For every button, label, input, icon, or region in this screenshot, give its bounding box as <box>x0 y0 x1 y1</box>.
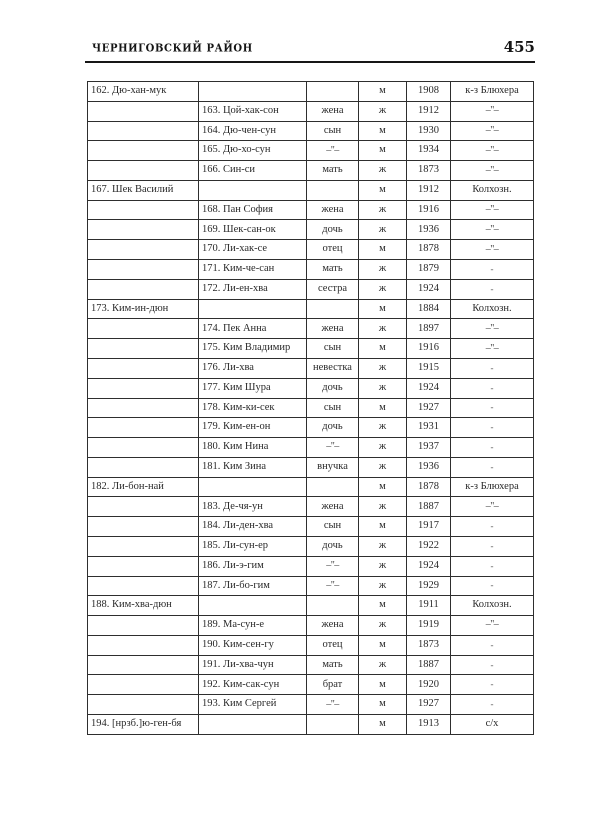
table-row <box>88 260 534 280</box>
member-name-cell <box>199 82 307 102</box>
year-cell: 1937 <box>407 438 451 458</box>
year-cell: 1936 <box>407 457 451 477</box>
sex-cell: ж <box>359 101 407 121</box>
member-name-cell: 180. Ким Нина <box>199 438 307 458</box>
member-name-cell: 165. Дю-хо-сун <box>199 141 307 161</box>
head-name-cell <box>88 240 199 260</box>
head-name-cell <box>88 339 199 359</box>
relation-cell <box>307 596 359 616</box>
table-row <box>88 576 534 596</box>
year-cell: 1915 <box>407 358 451 378</box>
relation-cell: невестка <box>307 358 359 378</box>
table-row <box>88 655 534 675</box>
sex-cell: ж <box>359 378 407 398</box>
occupation-cell: Колхозн. <box>451 180 534 200</box>
occupation-cell: к-з Блюхера <box>451 477 534 497</box>
relation-cell: сын <box>307 339 359 359</box>
page-header <box>85 40 535 55</box>
relation-cell: сын <box>307 121 359 141</box>
member-name-cell: 174. Пек Анна <box>199 319 307 339</box>
year-cell: 1912 <box>407 180 451 200</box>
member-name-cell: 179. Ким-ен-он <box>199 418 307 438</box>
table-row <box>88 457 534 477</box>
relation-cell: дочь <box>307 418 359 438</box>
table-row <box>88 438 534 458</box>
head-name-cell <box>88 378 199 398</box>
sex-cell: ж <box>359 358 407 378</box>
year-cell: 1920 <box>407 675 451 695</box>
table-row <box>88 418 534 438</box>
relation-cell: жена <box>307 319 359 339</box>
head-name-cell <box>88 695 199 715</box>
relation-cell: сестра <box>307 279 359 299</box>
relation-cell: брат <box>307 675 359 695</box>
member-name-cell: 170. Ли-хак-се <box>199 240 307 260</box>
member-name-cell: 185. Ли-сун-ер <box>199 536 307 556</box>
year-cell: 1919 <box>407 616 451 636</box>
table-row <box>88 339 534 359</box>
member-name-cell: 172. Ли-ен-хва <box>199 279 307 299</box>
member-name-cell: 175. Ким Владимир <box>199 339 307 359</box>
head-name-cell <box>88 398 199 418</box>
head-name-cell: 167. Шек Василий <box>88 180 199 200</box>
occupation-cell: - <box>451 695 534 715</box>
sex-cell: ж <box>359 438 407 458</box>
year-cell: 1927 <box>407 398 451 418</box>
sex-cell: ж <box>359 161 407 181</box>
member-name-cell: 169. Шек-сан-ок <box>199 220 307 240</box>
head-name-cell: 182. Ли-бон-най <box>88 477 199 497</box>
member-name-cell: 166. Син-си <box>199 161 307 181</box>
relation-cell: сын <box>307 398 359 418</box>
occupation-cell: - <box>451 358 534 378</box>
occupation-cell: –"– <box>451 200 534 220</box>
relation-cell: внучка <box>307 457 359 477</box>
table-row <box>88 497 534 517</box>
head-name-cell: 173. Ким-ин-дюн <box>88 299 199 319</box>
table-row <box>88 556 534 576</box>
table-row <box>88 398 534 418</box>
occupation-cell: –"– <box>451 141 534 161</box>
sex-cell: ж <box>359 220 407 240</box>
occupation-cell: с/х <box>451 715 534 735</box>
table-row <box>88 82 534 102</box>
relation-cell: мать <box>307 655 359 675</box>
head-name-cell: 194. [нрзб.]ю-ген-бя <box>88 715 199 735</box>
occupation-cell: - <box>451 438 534 458</box>
table-row <box>88 279 534 299</box>
sex-cell: ж <box>359 536 407 556</box>
year-cell: 1916 <box>407 200 451 220</box>
head-name-cell <box>88 319 199 339</box>
relation-cell: отец <box>307 635 359 655</box>
table-row <box>88 517 534 537</box>
member-name-cell: 183. Де-чя-ун <box>199 497 307 517</box>
sex-cell: м <box>359 596 407 616</box>
head-name-cell <box>88 279 199 299</box>
sex-cell: ж <box>359 279 407 299</box>
year-cell: 1917 <box>407 517 451 537</box>
table-row <box>88 358 534 378</box>
year-cell: 1924 <box>407 556 451 576</box>
relation-cell <box>307 715 359 735</box>
year-cell: 1924 <box>407 279 451 299</box>
occupation-cell: –"– <box>451 240 534 260</box>
sex-cell: ж <box>359 556 407 576</box>
head-name-cell <box>88 616 199 636</box>
year-cell: 1936 <box>407 220 451 240</box>
head-name-cell <box>88 101 199 121</box>
sex-cell: м <box>359 299 407 319</box>
table-row <box>88 675 534 695</box>
year-cell: 1927 <box>407 695 451 715</box>
occupation-cell: - <box>451 457 534 477</box>
occupation-cell: –"– <box>451 319 534 339</box>
sex-cell: м <box>359 635 407 655</box>
year-cell: 1878 <box>407 240 451 260</box>
head-name-cell <box>88 497 199 517</box>
member-name-cell: 193. Ким Сергей <box>199 695 307 715</box>
member-name-cell <box>199 477 307 497</box>
relation-cell: –"– <box>307 141 359 161</box>
year-cell: 1930 <box>407 121 451 141</box>
occupation-cell: –"– <box>451 339 534 359</box>
year-cell: 1879 <box>407 260 451 280</box>
year-cell: 1873 <box>407 161 451 181</box>
member-name-cell: 176. Ли-хва <box>199 358 307 378</box>
occupation-cell: Колхозн. <box>451 299 534 319</box>
sex-cell: ж <box>359 418 407 438</box>
occupation-cell: - <box>451 260 534 280</box>
year-cell: 1873 <box>407 635 451 655</box>
sex-cell: ж <box>359 319 407 339</box>
year-cell: 1878 <box>407 477 451 497</box>
occupation-cell: - <box>451 378 534 398</box>
head-name-cell <box>88 576 199 596</box>
member-name-cell: 190. Ким-сен-гу <box>199 635 307 655</box>
occupation-cell: к-з Блюхера <box>451 82 534 102</box>
sex-cell: м <box>359 240 407 260</box>
relation-cell <box>307 180 359 200</box>
sex-cell: ж <box>359 576 407 596</box>
occupation-cell: - <box>451 576 534 596</box>
sex-cell: м <box>359 715 407 735</box>
sex-cell: м <box>359 398 407 418</box>
relation-cell: дочь <box>307 378 359 398</box>
year-cell: 1908 <box>407 82 451 102</box>
table-row <box>88 477 534 497</box>
relation-cell: жена <box>307 200 359 220</box>
year-cell: 1887 <box>407 655 451 675</box>
head-name-cell <box>88 675 199 695</box>
member-name-cell: 163. Цой-хак-сон <box>199 101 307 121</box>
table-row <box>88 161 534 181</box>
occupation-cell: - <box>451 635 534 655</box>
sex-cell: ж <box>359 457 407 477</box>
head-name-cell <box>88 457 199 477</box>
occupation-cell: - <box>451 675 534 695</box>
relation-cell: жена <box>307 101 359 121</box>
running-header-title: ЧЕРНИГОВСКИЙ РАЙОН <box>92 42 253 55</box>
table-row <box>88 596 534 616</box>
sex-cell: ж <box>359 655 407 675</box>
occupation-cell: - <box>451 418 534 438</box>
member-name-cell <box>199 299 307 319</box>
page-number: 455 <box>503 38 535 56</box>
head-name-cell <box>88 418 199 438</box>
occupation-cell: - <box>451 398 534 418</box>
head-name-cell <box>88 161 199 181</box>
head-name-cell <box>88 200 199 220</box>
header-rule-divider <box>85 61 535 63</box>
table-row <box>88 616 534 636</box>
year-cell: 1931 <box>407 418 451 438</box>
relation-cell: мать <box>307 161 359 181</box>
head-name-cell <box>88 655 199 675</box>
table-row <box>88 299 534 319</box>
year-cell: 1913 <box>407 715 451 735</box>
year-cell: 1912 <box>407 101 451 121</box>
member-name-cell: 168. Пан София <box>199 200 307 220</box>
sex-cell: ж <box>359 616 407 636</box>
sex-cell: м <box>359 695 407 715</box>
year-cell: 1887 <box>407 497 451 517</box>
sex-cell: м <box>359 180 407 200</box>
relation-cell: жена <box>307 497 359 517</box>
head-name-cell: 162. Дю-хан-мук <box>88 82 199 102</box>
relation-cell: –"– <box>307 695 359 715</box>
table-row <box>88 635 534 655</box>
occupation-cell: - <box>451 517 534 537</box>
sex-cell: ж <box>359 200 407 220</box>
table-row <box>88 378 534 398</box>
occupation-cell: - <box>451 279 534 299</box>
head-name-cell <box>88 141 199 161</box>
sex-cell: м <box>359 82 407 102</box>
relation-cell: –"– <box>307 556 359 576</box>
year-cell: 1916 <box>407 339 451 359</box>
member-name-cell: 177. Ким Шура <box>199 378 307 398</box>
census-table-body <box>88 82 534 735</box>
head-name-cell: 188. Ким-хва-дюн <box>88 596 199 616</box>
year-cell: 1929 <box>407 576 451 596</box>
sex-cell: м <box>359 121 407 141</box>
relation-cell: сын <box>307 517 359 537</box>
member-name-cell: 189. Ма-сун-е <box>199 616 307 636</box>
table-row <box>88 200 534 220</box>
member-name-cell <box>199 596 307 616</box>
member-name-cell: 184. Ли-ден-хва <box>199 517 307 537</box>
sex-cell: м <box>359 517 407 537</box>
occupation-cell: –"– <box>451 497 534 517</box>
occupation-cell: –"– <box>451 121 534 141</box>
head-name-cell <box>88 121 199 141</box>
relation-cell: жена <box>307 616 359 636</box>
census-table <box>87 81 534 735</box>
table-row <box>88 319 534 339</box>
member-name-cell: 186. Ли-э-гим <box>199 556 307 576</box>
head-name-cell <box>88 358 199 378</box>
head-name-cell <box>88 517 199 537</box>
head-name-cell <box>88 260 199 280</box>
member-name-cell <box>199 180 307 200</box>
occupation-cell: –"– <box>451 101 534 121</box>
occupation-cell: - <box>451 655 534 675</box>
relation-cell: дочь <box>307 220 359 240</box>
relation-cell: мать <box>307 260 359 280</box>
sex-cell: м <box>359 675 407 695</box>
sex-cell: м <box>359 339 407 359</box>
member-name-cell: 181. Ким Зина <box>199 457 307 477</box>
year-cell: 1924 <box>407 378 451 398</box>
table-row <box>88 715 534 735</box>
member-name-cell: 187. Ли-бо-гим <box>199 576 307 596</box>
member-name-cell: 191. Ли-хва-чун <box>199 655 307 675</box>
relation-cell <box>307 299 359 319</box>
table-row <box>88 695 534 715</box>
year-cell: 1911 <box>407 596 451 616</box>
member-name-cell: 171. Ким-че-сан <box>199 260 307 280</box>
relation-cell: отец <box>307 240 359 260</box>
sex-cell: м <box>359 141 407 161</box>
year-cell: 1922 <box>407 536 451 556</box>
occupation-cell: - <box>451 556 534 576</box>
table-row <box>88 180 534 200</box>
relation-cell: дочь <box>307 536 359 556</box>
sex-cell: ж <box>359 260 407 280</box>
table-row <box>88 220 534 240</box>
table-row <box>88 536 534 556</box>
head-name-cell <box>88 220 199 240</box>
member-name-cell: 192. Ким-сак-сун <box>199 675 307 695</box>
year-cell: 1897 <box>407 319 451 339</box>
head-name-cell <box>88 635 199 655</box>
relation-cell: –"– <box>307 438 359 458</box>
occupation-cell: - <box>451 536 534 556</box>
table-row <box>88 101 534 121</box>
relation-cell <box>307 82 359 102</box>
member-name-cell <box>199 715 307 735</box>
relation-cell: –"– <box>307 576 359 596</box>
year-cell: 1934 <box>407 141 451 161</box>
occupation-cell: –"– <box>451 616 534 636</box>
sex-cell: ж <box>359 497 407 517</box>
head-name-cell <box>88 438 199 458</box>
member-name-cell: 164. Дю-чен-сун <box>199 121 307 141</box>
table-row <box>88 141 534 161</box>
head-name-cell <box>88 536 199 556</box>
occupation-cell: –"– <box>451 161 534 181</box>
member-name-cell: 178. Ким-ки-сек <box>199 398 307 418</box>
occupation-cell: Колхозн. <box>451 596 534 616</box>
table-row <box>88 240 534 260</box>
sex-cell: м <box>359 477 407 497</box>
table-row <box>88 121 534 141</box>
head-name-cell <box>88 556 199 576</box>
year-cell: 1884 <box>407 299 451 319</box>
relation-cell <box>307 477 359 497</box>
occupation-cell: –"– <box>451 220 534 240</box>
